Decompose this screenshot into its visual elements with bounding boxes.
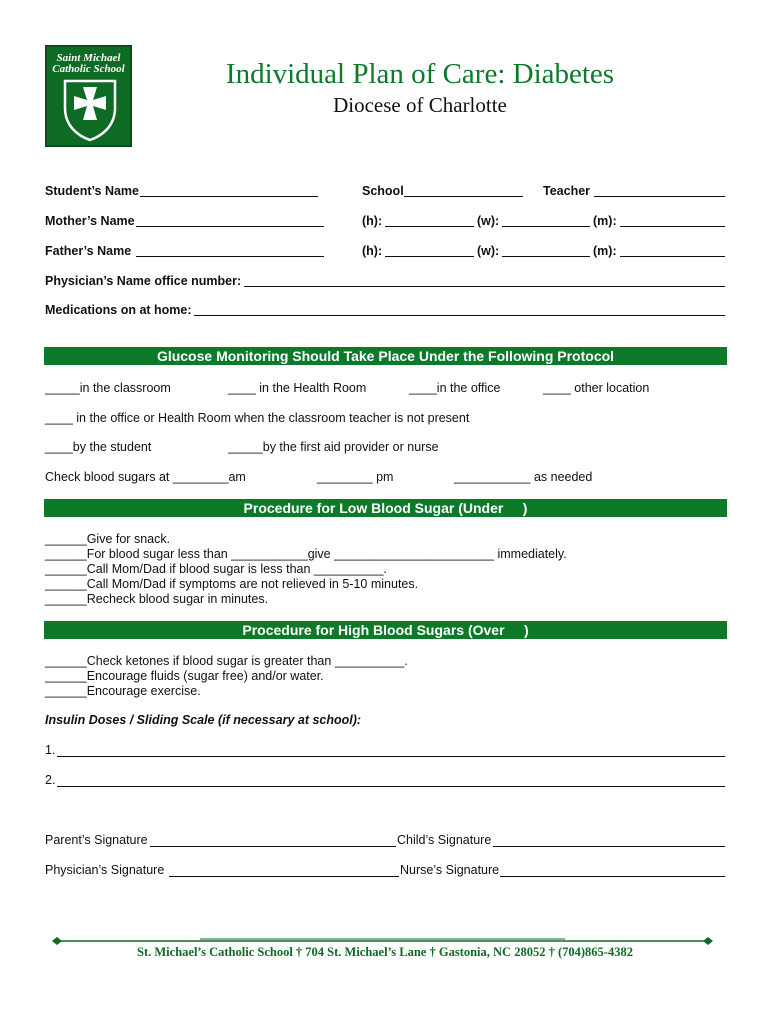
high-item[interactable]: ______Encourage fluids (sugar free) and/or water. [45, 669, 324, 683]
father-mobile-label: (m): [593, 244, 617, 258]
nurse-signature-label: Nurse’s Signature [400, 863, 500, 877]
child-signature-label: Child’s Signature [397, 833, 492, 847]
school-label: School [362, 184, 404, 198]
mother-mobile-field[interactable] [620, 226, 725, 227]
low-item[interactable]: ______Recheck blood sugar in minutes. [45, 592, 269, 606]
mothers-name-field[interactable] [136, 226, 324, 227]
mother-home-label: (h): [362, 214, 383, 228]
option-classroom[interactable]: _____in the classroom [45, 381, 171, 395]
footer-phone: (704)865-4382 [557, 945, 633, 959]
option-office[interactable]: ____in the office [409, 381, 501, 395]
glucose-section-header: Glucose Monitoring Should Take Place Under the Following Protocol [44, 347, 727, 365]
shield-cross-icon [62, 78, 118, 142]
footer-school: St. Michael’s Catholic School [137, 945, 293, 959]
high-item[interactable]: ______Encourage exercise. [45, 684, 201, 698]
low-item[interactable]: ______For blood sugar less than ___________give _______________________ immediately. [45, 547, 567, 561]
physician-label: Physician’s Name office number: [45, 274, 242, 288]
page-title: Individual Plan of Care: Diabetes [225, 58, 615, 90]
school-field[interactable] [404, 196, 523, 197]
father-home-label: (h): [362, 244, 383, 258]
physician-field[interactable] [244, 286, 725, 287]
logo-line1: Saint Michael [56, 52, 121, 64]
medications-label: Medications on at home: [45, 303, 192, 317]
father-work-field[interactable] [502, 256, 590, 257]
father-home-field[interactable] [385, 256, 474, 257]
low-item[interactable]: ______Call Mom/Dad if blood sugar is less than __________. [45, 562, 387, 576]
footer-address [0, 945, 770, 960]
dagger-icon: † [429, 945, 436, 959]
insulin-line-2-field[interactable] [57, 786, 725, 787]
parent-signature-field[interactable] [150, 846, 396, 847]
mother-work-label: (w): [477, 214, 500, 228]
student-name-field[interactable] [140, 196, 318, 197]
footer-street: 704 St. Michael’s Lane [305, 945, 427, 959]
logo-text [47, 53, 130, 75]
high-sugar-header: Procedure for High Blood Sugars (Over ) [44, 621, 727, 639]
school-logo [45, 45, 132, 147]
insulin-line-1-label: 1. [45, 743, 56, 757]
teacher-field[interactable] [594, 196, 725, 197]
child-signature-field[interactable] [493, 846, 725, 847]
physician-signature-field[interactable] [169, 876, 399, 877]
medications-field[interactable] [194, 315, 725, 316]
teacher-label: Teacher [543, 184, 591, 198]
fathers-name-field[interactable] [136, 256, 324, 257]
low-item[interactable]: ______Call Mom/Dad if symptoms are not relieved in 5-10 minutes. [45, 577, 419, 591]
low-sugar-header: Procedure for Low Blood Sugar (Under ) [44, 499, 727, 517]
high-item[interactable]: ______Check ketones if blood sugar is greater than __________. [45, 654, 408, 668]
option-by-first-aid[interactable]: _____by the first aid provider or nurse [228, 440, 439, 454]
option-teacher-not-present[interactable]: ____ in the office or Health Room when the classroom teacher is not present [45, 411, 470, 425]
father-mobile-field[interactable] [620, 256, 725, 257]
mothers-name-label: Mother’s Name [45, 214, 135, 228]
parent-signature-label: Parent’s Signature [45, 833, 148, 847]
logo-line2: Catholic School [52, 63, 125, 75]
fathers-name-label: Father’s Name [45, 244, 132, 258]
dagger-icon: † [295, 945, 303, 959]
check-am[interactable]: Check blood sugars at ________am [45, 470, 246, 484]
option-other-location[interactable]: ____ other location [543, 381, 650, 395]
insulin-line-1-field[interactable] [57, 756, 725, 757]
check-pm[interactable]: ________ pm [317, 470, 394, 484]
mother-mobile-label: (m): [593, 214, 617, 228]
page-subtitle: Diocese of Charlotte [333, 93, 507, 117]
check-as-needed[interactable]: ___________ as needed [454, 470, 593, 484]
physician-signature-label: Physician’s Signature [45, 863, 165, 877]
insulin-line-2-label: 2. [45, 773, 56, 787]
low-item[interactable]: ______Give for snack. [45, 532, 171, 546]
dagger-icon: † [548, 945, 555, 959]
option-health-room[interactable]: ____ in the Health Room [228, 381, 367, 395]
father-work-label: (w): [477, 244, 500, 258]
mother-home-field[interactable] [385, 226, 474, 227]
insulin-heading: Insulin Doses / Sliding Scale (if necessary at school): [45, 713, 362, 727]
mother-work-field[interactable] [502, 226, 590, 227]
option-by-student[interactable]: ____by the student [45, 440, 152, 454]
student-name-label: Student’s Name [45, 184, 140, 198]
footer-city: Gastonia, NC 28052 [438, 945, 546, 959]
nurse-signature-field[interactable] [500, 876, 725, 877]
